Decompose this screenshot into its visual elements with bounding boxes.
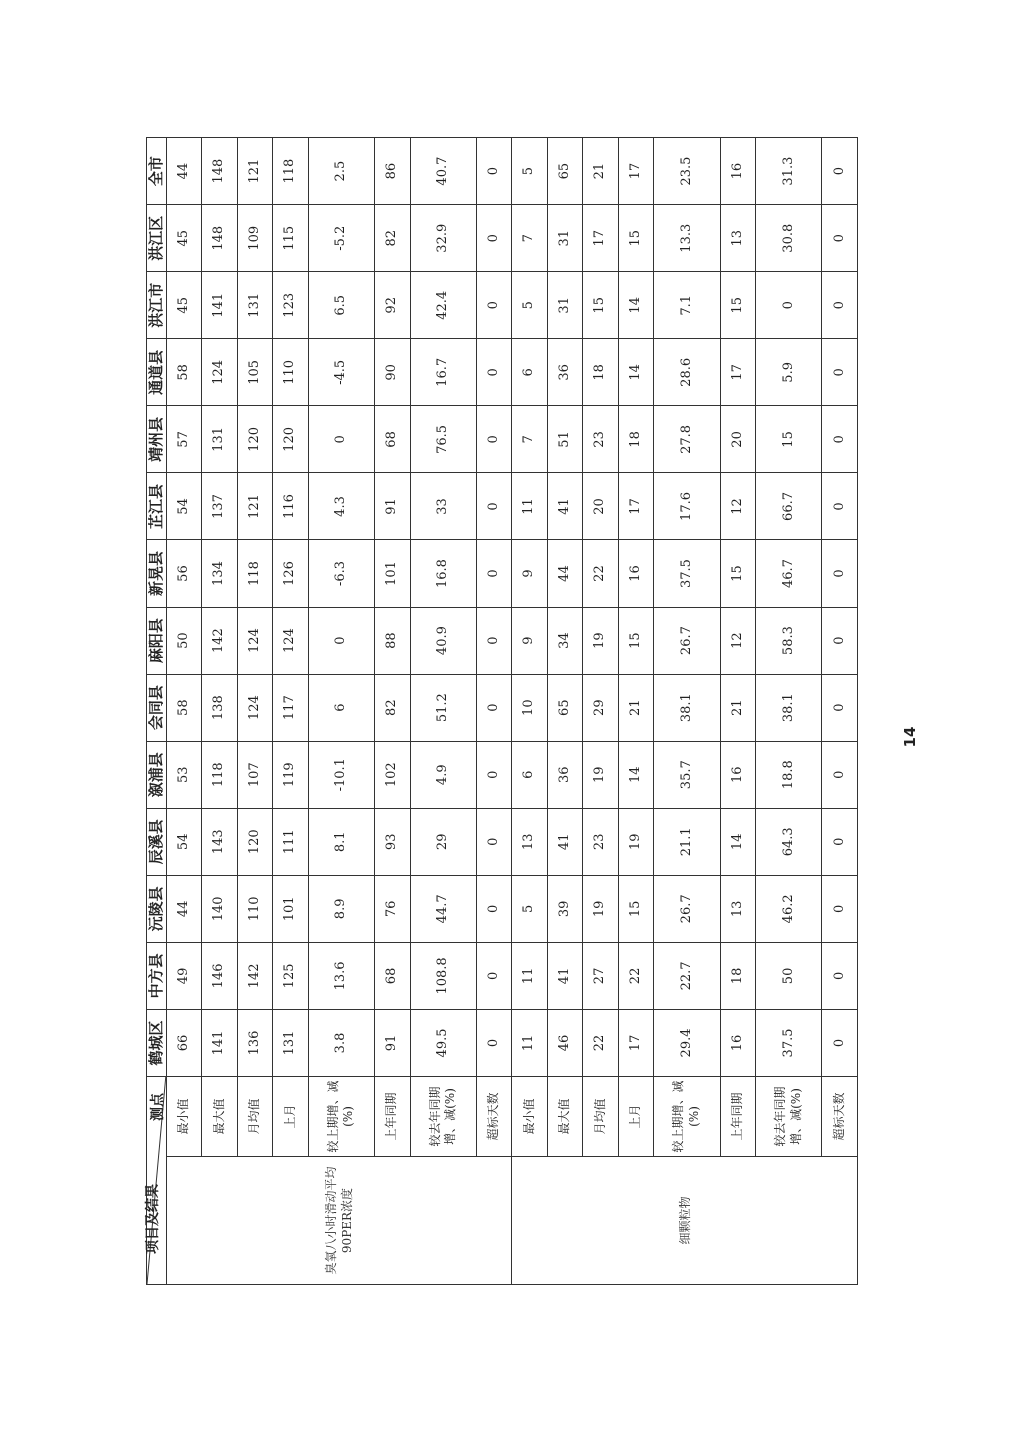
table-cell: 13	[720, 875, 756, 942]
table-cell: 26.7	[654, 607, 720, 674]
table-row	[547, 138, 583, 1285]
table-cell: 17	[720, 339, 756, 406]
table-cell: 0	[476, 272, 512, 339]
table-cell: 102	[375, 741, 411, 808]
table-cell: 0	[822, 339, 858, 406]
table-cell: 101	[273, 875, 309, 942]
table-cell: 41	[547, 473, 583, 540]
table-cell: 23.5	[654, 138, 720, 205]
table-cell: 0	[822, 205, 858, 272]
data-table-frame	[146, 137, 858, 1285]
table-cell: 124	[237, 607, 273, 674]
row-label: 较上期增、减(%)	[654, 1077, 720, 1157]
site-header: 芷江县	[147, 473, 167, 540]
table-cell: 18	[618, 406, 654, 473]
table-cell: 0	[822, 473, 858, 540]
table-cell: 58	[166, 339, 202, 406]
table-cell: 21	[618, 674, 654, 741]
table-cell: 66.7	[756, 473, 822, 540]
table-cell: 3.8	[308, 1009, 374, 1076]
table-cell: 0	[476, 406, 512, 473]
table-cell: 12	[720, 473, 756, 540]
table-cell: 30.8	[756, 205, 822, 272]
table-cell: 143	[202, 808, 238, 875]
table-cell: 0	[822, 875, 858, 942]
table-cell: 18	[720, 942, 756, 1009]
table-cell: 45	[166, 272, 202, 339]
table-cell: 31.3	[756, 138, 822, 205]
table-row	[512, 138, 548, 1285]
table-cell: 51.2	[410, 674, 476, 741]
table-cell: -4.5	[308, 339, 374, 406]
table-cell: 31	[547, 272, 583, 339]
table-cell: 88	[375, 607, 411, 674]
table-cell: 35.7	[654, 741, 720, 808]
table-row	[166, 138, 202, 1285]
site-header: 溆浦县	[147, 741, 167, 808]
row-label: 较去年同期增、减(%)	[756, 1077, 822, 1157]
table-cell: 0	[822, 741, 858, 808]
table-cell: 29.4	[654, 1009, 720, 1076]
table-cell: 124	[237, 674, 273, 741]
table-cell: 19	[583, 607, 619, 674]
site-header: 全市	[147, 138, 167, 205]
table-cell: 15	[618, 205, 654, 272]
table-row	[654, 138, 720, 1285]
table-cell: 0	[476, 942, 512, 1009]
table-cell: 16	[720, 138, 756, 205]
table-cell: 41	[547, 942, 583, 1009]
table-cell: 10	[512, 674, 548, 741]
table-cell: 82	[375, 205, 411, 272]
table-cell: 0	[476, 473, 512, 540]
table-cell: 0	[822, 674, 858, 741]
table-cell: 19	[618, 808, 654, 875]
corner-header	[147, 1077, 167, 1285]
row-label: 超标天数	[822, 1077, 858, 1157]
table-cell: 27.8	[654, 406, 720, 473]
table-cell: 148	[202, 205, 238, 272]
table-cell: 124	[273, 607, 309, 674]
table-cell: 26.7	[654, 875, 720, 942]
table-row	[720, 138, 756, 1285]
table-cell: 54	[166, 808, 202, 875]
row-label: 上月	[273, 1077, 309, 1157]
table-cell: 45	[166, 205, 202, 272]
table-cell: 28.6	[654, 339, 720, 406]
table-cell: 22	[583, 1009, 619, 1076]
table-cell: 21	[583, 138, 619, 205]
table-cell: 15	[618, 875, 654, 942]
site-header: 洪江区	[147, 205, 167, 272]
table-cell: 17	[583, 205, 619, 272]
table-cell: 49.5	[410, 1009, 476, 1076]
table-cell: 120	[237, 406, 273, 473]
table-cell: 51	[547, 406, 583, 473]
table-cell: 8.1	[308, 808, 374, 875]
table-cell: 17.6	[654, 473, 720, 540]
table-cell: 41	[547, 808, 583, 875]
table-cell: 118	[273, 138, 309, 205]
table-cell: 105	[237, 339, 273, 406]
site-header: 通道县	[147, 339, 167, 406]
table-cell: 121	[237, 473, 273, 540]
table-cell: 107	[237, 741, 273, 808]
table-cell: 0	[476, 205, 512, 272]
table-cell: 0	[756, 272, 822, 339]
table-row	[756, 138, 822, 1285]
table-cell: 8.9	[308, 875, 374, 942]
table-row	[618, 138, 654, 1285]
table-cell: 134	[202, 540, 238, 607]
table-cell: 0	[476, 1009, 512, 1076]
row-label: 较上期增、减(%)	[308, 1077, 374, 1157]
table-cell: 58	[166, 674, 202, 741]
table-cell: 44	[166, 875, 202, 942]
table-cell: 16	[720, 741, 756, 808]
table-cell: 18	[583, 339, 619, 406]
table-cell: 9	[512, 540, 548, 607]
table-cell: 27	[583, 942, 619, 1009]
table-cell: 142	[237, 942, 273, 1009]
table-cell: 46.2	[756, 875, 822, 942]
table-cell: 9	[512, 607, 548, 674]
table-cell: 0	[476, 339, 512, 406]
table-cell: 54	[166, 473, 202, 540]
table-cell: 0	[822, 942, 858, 1009]
table-cell: 86	[375, 138, 411, 205]
table-cell: 101	[375, 540, 411, 607]
table-cell: 13.6	[308, 942, 374, 1009]
table-cell: 131	[237, 272, 273, 339]
table-cell: 126	[273, 540, 309, 607]
table-cell: -6.3	[308, 540, 374, 607]
table-cell: 0	[476, 674, 512, 741]
table-cell: 109	[237, 205, 273, 272]
table-cell: 20	[583, 473, 619, 540]
site-header: 麻阳县	[147, 607, 167, 674]
row-label: 月均值	[237, 1077, 273, 1157]
table-cell: 37.5	[654, 540, 720, 607]
table-cell: 115	[273, 205, 309, 272]
row-label: 最小值	[166, 1077, 202, 1157]
site-header: 会同县	[147, 674, 167, 741]
table-cell: 0	[822, 540, 858, 607]
table-cell: 2.5	[308, 138, 374, 205]
table-cell: 111	[273, 808, 309, 875]
group-label: 臭氧八小时滑动平均90PER浓度	[166, 1157, 512, 1285]
table-cell: 92	[375, 272, 411, 339]
table-cell: 120	[237, 808, 273, 875]
table-cell: 57	[166, 406, 202, 473]
table-cell: 131	[273, 1009, 309, 1076]
table-cell: 15	[720, 540, 756, 607]
header-row	[147, 138, 167, 1285]
table-cell: 22	[583, 540, 619, 607]
table-cell: 15	[583, 272, 619, 339]
table-cell: 11	[512, 942, 548, 1009]
table-cell: 40.9	[410, 607, 476, 674]
table-cell: 5	[512, 138, 548, 205]
table-cell: 44	[547, 540, 583, 607]
table-cell: 137	[202, 473, 238, 540]
table-cell: 4.9	[410, 741, 476, 808]
row-label: 上年同期	[720, 1077, 756, 1157]
table-cell: 0	[476, 875, 512, 942]
table-row	[410, 138, 476, 1285]
table-cell: 15	[618, 607, 654, 674]
table-cell: 34	[547, 607, 583, 674]
site-header: 辰溪县	[147, 808, 167, 875]
table-cell: -10.1	[308, 741, 374, 808]
table-cell: 32.9	[410, 205, 476, 272]
table-cell: 125	[273, 942, 309, 1009]
table-cell: 36	[547, 741, 583, 808]
table-cell: -5.2	[308, 205, 374, 272]
table-cell: 0	[822, 272, 858, 339]
row-label: 最大值	[202, 1077, 238, 1157]
table-cell: 76.5	[410, 406, 476, 473]
table-row	[237, 138, 273, 1285]
table-cell: 66	[166, 1009, 202, 1076]
table-cell: 31	[547, 205, 583, 272]
table-cell: 0	[822, 808, 858, 875]
table-cell: 120	[273, 406, 309, 473]
site-header: 靖州县	[147, 406, 167, 473]
table-cell: 0	[822, 1009, 858, 1076]
table-cell: 0	[476, 741, 512, 808]
corner-header-top: 测点	[150, 1093, 166, 1121]
table-cell: 14	[618, 272, 654, 339]
table-cell: 21	[720, 674, 756, 741]
site-header: 鹤城区	[147, 1009, 167, 1076]
table-cell: 17	[618, 1009, 654, 1076]
row-label: 最小值	[512, 1077, 548, 1157]
table-cell: 64.3	[756, 808, 822, 875]
table-cell: 91	[375, 1009, 411, 1076]
table-cell: 91	[375, 473, 411, 540]
table-cell: 82	[375, 674, 411, 741]
table-row	[822, 138, 858, 1285]
table-cell: 53	[166, 741, 202, 808]
table-cell: 19	[583, 875, 619, 942]
table-cell: 39	[547, 875, 583, 942]
table-cell: 7	[512, 406, 548, 473]
table-cell: 0	[308, 406, 374, 473]
table-cell: 65	[547, 138, 583, 205]
row-label: 较去年同期增、减(%)	[410, 1077, 476, 1157]
table-cell: 12	[720, 607, 756, 674]
table-cell: 44	[166, 138, 202, 205]
table-cell: 16	[720, 1009, 756, 1076]
table-cell: 21.1	[654, 808, 720, 875]
table-cell: 56	[166, 540, 202, 607]
table-row	[375, 138, 411, 1285]
row-label: 上年同期	[375, 1077, 411, 1157]
table-cell: 93	[375, 808, 411, 875]
table-cell: 7	[512, 205, 548, 272]
table-cell: 136	[237, 1009, 273, 1076]
table-cell: 17	[618, 473, 654, 540]
table-cell: 50	[756, 942, 822, 1009]
table-cell: 68	[375, 406, 411, 473]
table-cell: 42.4	[410, 272, 476, 339]
table-cell: 65	[547, 674, 583, 741]
table-cell: 90	[375, 339, 411, 406]
page-number: 14	[901, 726, 919, 748]
table-cell: 20	[720, 406, 756, 473]
table-cell: 0	[476, 540, 512, 607]
table-cell: 50	[166, 607, 202, 674]
table-cell: 19	[583, 741, 619, 808]
site-header: 洪江市	[147, 272, 167, 339]
table-cell: 5.9	[756, 339, 822, 406]
table-cell: 116	[273, 473, 309, 540]
table-cell: 68	[375, 942, 411, 1009]
site-header: 中方县	[147, 942, 167, 1009]
table-cell: 13	[720, 205, 756, 272]
row-label: 最大值	[547, 1077, 583, 1157]
table-cell: 15	[720, 272, 756, 339]
table-cell: 0	[476, 607, 512, 674]
table-cell: 15	[756, 406, 822, 473]
table-cell: 76	[375, 875, 411, 942]
table-cell: 11	[512, 1009, 548, 1076]
table-cell: 22	[618, 942, 654, 1009]
table-cell: 16.8	[410, 540, 476, 607]
table-cell: 118	[202, 741, 238, 808]
table-cell: 33	[410, 473, 476, 540]
table-cell: 40.7	[410, 138, 476, 205]
table-cell: 141	[202, 1009, 238, 1076]
table-cell: 49	[166, 942, 202, 1009]
row-label: 月均值	[583, 1077, 619, 1157]
table-row	[476, 138, 512, 1285]
table-cell: 138	[202, 674, 238, 741]
table-cell: 11	[512, 473, 548, 540]
table-cell: 117	[273, 674, 309, 741]
table-cell: 18.8	[756, 741, 822, 808]
table-cell: 46	[547, 1009, 583, 1076]
table-cell: 124	[202, 339, 238, 406]
table-cell: 118	[237, 540, 273, 607]
table-row	[202, 138, 238, 1285]
table-cell: 146	[202, 942, 238, 1009]
table-cell: 14	[720, 808, 756, 875]
table-row	[308, 138, 374, 1285]
table-cell: 119	[273, 741, 309, 808]
table-cell: 38.1	[654, 674, 720, 741]
table-cell: 148	[202, 138, 238, 205]
table-cell: 14	[618, 339, 654, 406]
table-row	[583, 138, 619, 1285]
table-cell: 0	[308, 607, 374, 674]
table-cell: 0	[822, 138, 858, 205]
table-cell: 58.3	[756, 607, 822, 674]
table-cell: 14	[618, 741, 654, 808]
table-cell: 5	[512, 875, 548, 942]
table-cell: 108.8	[410, 942, 476, 1009]
table-cell: 6	[308, 674, 374, 741]
table-cell: 29	[583, 674, 619, 741]
table-cell: 110	[237, 875, 273, 942]
table-cell: 16	[618, 540, 654, 607]
group-label: 细颗粒物	[512, 1157, 858, 1285]
corner-header-bottom: 项目及结果	[145, 1184, 162, 1254]
table-cell: 5	[512, 272, 548, 339]
table-cell: 44.7	[410, 875, 476, 942]
table-cell: 13.3	[654, 205, 720, 272]
table-cell: 29	[410, 808, 476, 875]
site-header: 沅陵县	[147, 875, 167, 942]
table-cell: 38.1	[756, 674, 822, 741]
table-cell: 142	[202, 607, 238, 674]
table-row	[273, 138, 309, 1285]
data-table	[146, 137, 858, 1285]
table-cell: 23	[583, 406, 619, 473]
table-cell: 6	[512, 339, 548, 406]
row-label: 超标天数	[476, 1077, 512, 1157]
table-cell: 13	[512, 808, 548, 875]
row-label: 上月	[618, 1077, 654, 1157]
table-cell: 7.1	[654, 272, 720, 339]
table-cell: 0	[822, 406, 858, 473]
table-cell: 0	[822, 607, 858, 674]
table-cell: 141	[202, 272, 238, 339]
table-cell: 131	[202, 406, 238, 473]
table-cell: 6.5	[308, 272, 374, 339]
table-cell: 22.7	[654, 942, 720, 1009]
table-cell: 0	[476, 808, 512, 875]
table-cell: 37.5	[756, 1009, 822, 1076]
table-cell: 17	[618, 138, 654, 205]
table-cell: 4.3	[308, 473, 374, 540]
site-header: 新晃县	[147, 540, 167, 607]
table-cell: 123	[273, 272, 309, 339]
table-cell: 121	[237, 138, 273, 205]
table-cell: 46.7	[756, 540, 822, 607]
table-cell: 110	[273, 339, 309, 406]
table-cell: 36	[547, 339, 583, 406]
table-cell: 140	[202, 875, 238, 942]
table-cell: 0	[476, 138, 512, 205]
table-cell: 16.7	[410, 339, 476, 406]
table-cell: 6	[512, 741, 548, 808]
table-cell: 23	[583, 808, 619, 875]
